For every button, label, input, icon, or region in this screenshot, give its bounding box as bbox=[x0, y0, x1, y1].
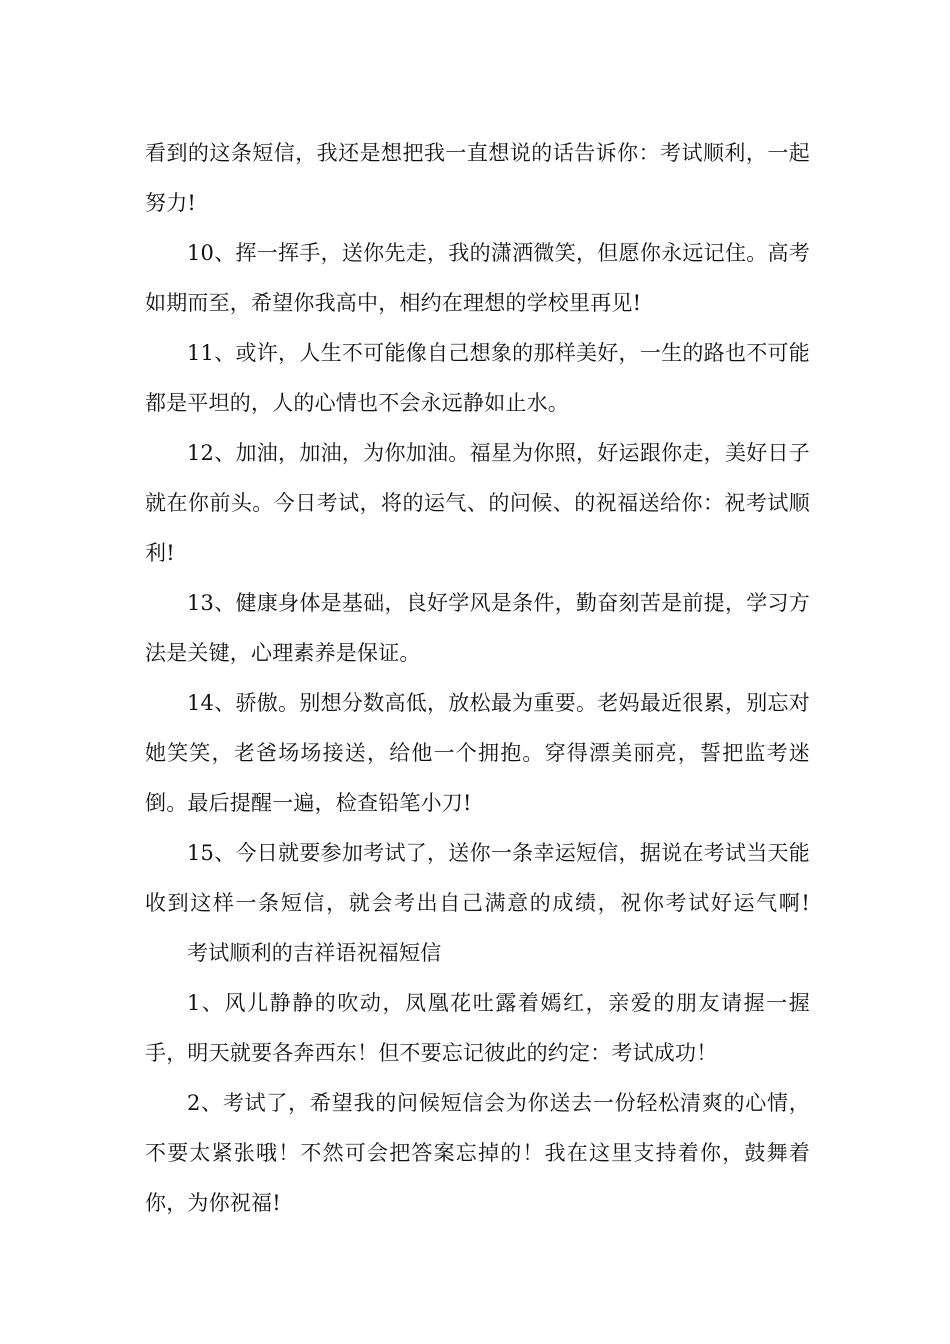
paragraph-item-14: 14、骄傲。别想分数高低，放松最为重要。老妈最近很累，别忘对她笑笑，老爸场场接送，给他一个拥抱。穿得漂美丽亮，誓把监考迷倒。最后提醒一遍，检查铅笔小刀! bbox=[145, 691, 810, 815]
paragraph-item-13: 13、健康身体是基础，良好学风是条件，勤奋刻苦是前提，学习方法是关键，心理素养是保证。 bbox=[145, 591, 810, 665]
paragraph-item-15 bbox=[145, 828, 810, 978]
paragraph-item-11: 11、或许，人生不可能像自己想象的那样美好，一生的路也不可能都是平坦的，人的心情也不会永远静如止水。 bbox=[145, 341, 810, 415]
paragraph-item-1: 1、风儿静静的吹动，凤凰花吐露着嫣红，亲爱的朋友请握一握手，明天就要各奔西东！但不要忘记彼此的约定：考试成功！ bbox=[145, 991, 810, 1065]
paragraph-item-12: 12、加油，加油，为你加油。福星为你照，好运跟你走，美好日子就在你前头。今日考试，将的运气、的问候、的祝福送给你：祝考试顺利! bbox=[145, 441, 810, 565]
paragraph-item-10: 10、挥一挥手，送你先走，我的潇洒微笑，但愿你永远记住。高考如期而至，希望你我高中，相约在理想的学校里再见! bbox=[145, 241, 810, 315]
paragraph-item-2: 2、考试了，希望我的问候短信会为你送去一份轻松清爽的心情，不要太紧张哦！不然可会把答案忘掉的！我在这里支持着你，鼓舞着你，为你祝福! bbox=[145, 1091, 810, 1215]
paragraph-continuation: 看到的这条短信，我还是想把我一直想说的话告诉你：考试顺利，一起努力! bbox=[145, 141, 810, 215]
paragraph-item-15-text: 15、今日就要参加考试了，送你一条幸运短信，据说在考试当天能收到这样一条短信，就会考出自己满意的成绩，祝你考试好运气啊! bbox=[145, 841, 810, 915]
document-body bbox=[145, 128, 810, 1228]
section-heading: 考试顺利的吉祥语祝福短信 bbox=[187, 941, 442, 965]
